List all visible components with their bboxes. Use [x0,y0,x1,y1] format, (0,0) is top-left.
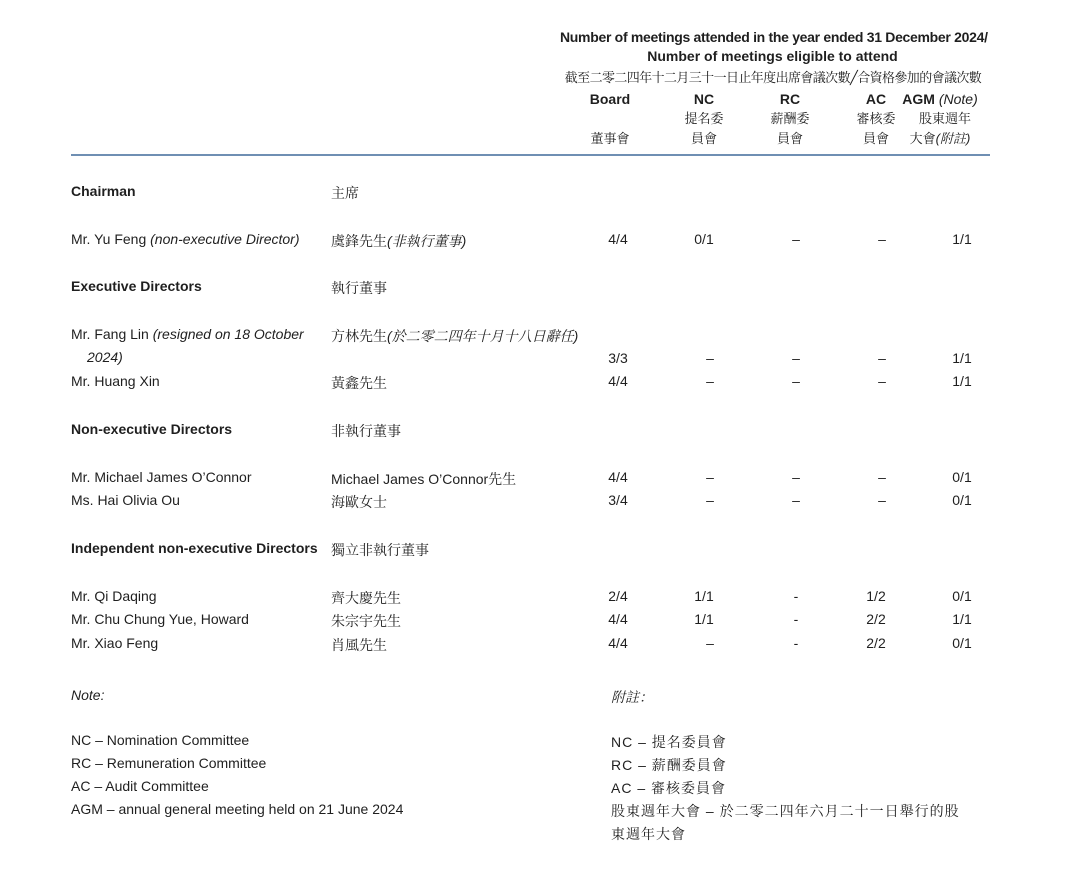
director-name-cn: Michael James O’Connor先生 [331,471,517,487]
value-board: 4/4 [608,635,628,651]
col-agm-label: AGM [902,91,935,107]
director-role-note: (non-executive Director) [150,231,300,247]
value-agm: 1/1 [952,231,972,247]
note-label-cn-text: 附註： [611,689,653,705]
director-name [71,231,300,247]
value-board: 4/4 [608,469,628,485]
director-name-cn-text: 虞鋒先生 [331,233,387,249]
col-agm-note: (Note) [938,91,978,107]
note-cn-item: RC – 薪酬委員會 [611,757,727,773]
value-rc: - [793,588,799,604]
director-name-cn: 朱宗宇先生 [331,613,401,629]
value-agm: 1/1 [952,373,972,389]
value-board: 4/4 [608,373,628,389]
director-name-cn [331,231,466,251]
value-rc: – [792,350,800,366]
note-cn-item: 東週年大會 [611,826,686,842]
director-name: Mr. Chu Chung Yue, Howard [71,611,249,627]
value-ac: – [878,350,886,366]
director-name-text: Mr. Yu Feng [71,231,147,247]
value-rc: - [793,635,799,651]
value-ac: 2/2 [866,611,886,627]
director-name: Mr. Michael James O’Connor [71,469,252,485]
value-board: 3/3 [608,350,628,366]
value-rc: – [792,469,800,485]
note-en-item: AC – Audit Committee [71,778,209,794]
col-agm-cn1: 股東週年 [918,111,971,126]
value-nc: 1/1 [694,588,714,604]
director-name-cn [331,326,578,346]
director-role-note-cn: (於二零二四年十月十八日辭任) [387,328,579,344]
col-rc-cn1: 薪酬委 [770,111,810,126]
col-board-cn: 董事會 [590,131,630,146]
section-non-executive-cn: 非執行董事 [331,423,401,439]
director-name: Ms. Hai Olivia Ou [71,492,180,508]
section-executive-cn: 執行董事 [331,280,387,296]
value-board: 2/4 [608,588,628,604]
note-en-item: NC – Nomination Committee [71,732,250,748]
value-agm: 0/1 [952,588,972,604]
value-nc: – [706,469,714,485]
director-role-note: (resigned on 18 October [152,326,304,342]
director-name-cn: 肖風先生 [331,637,387,653]
col-ac-cn1: 審核委 [856,111,896,126]
value-nc: – [706,373,714,389]
section-executive-en: Executive Directors [71,278,202,294]
value-agm: 0/1 [952,635,972,651]
note-label-cn [611,686,653,709]
header-title-line2: Number of meetings eligible to attend [647,48,898,64]
note-cn-item: 股東週年大會 – 於二零二四年六月二十一日舉行的股 [611,803,960,819]
value-nc: – [706,492,714,508]
col-ac-en: AC [865,91,887,107]
director-name-cn: 海歐女士 [331,494,387,510]
value-agm: 1/1 [952,350,972,366]
section-chairman-en: Chairman [71,183,136,199]
value-agm: 0/1 [952,492,972,508]
value-ac: – [878,231,886,247]
col-agm-en [900,91,980,107]
col-rc-cn2: 員會 [776,131,803,146]
col-agm-cn2-label: 大會 [909,131,936,146]
director-name: Mr. Xiao Feng [71,635,159,651]
note-cn-item: NC – 提名委員會 [611,734,727,750]
col-nc-en: NC [693,91,715,107]
director-role-note-cn: (非執行董事) [387,233,467,249]
col-rc-en: RC [779,91,801,107]
header-title-line1: Number of meetings attended in the year ended 31 December 2024/ [560,29,988,45]
value-nc: – [706,635,714,651]
col-board-en: Board [589,91,631,107]
section-chairman-cn: 主席 [331,185,359,201]
note-en-item: RC – Remuneration Committee [71,755,267,771]
value-agm: 1/1 [952,611,972,627]
header-rule [71,154,990,156]
value-ac: – [878,373,886,389]
director-name: Mr. Qi Daqing [71,588,157,604]
director-role-note-line2: 2024) [87,349,123,365]
value-ac: – [878,469,886,485]
value-rc: – [792,373,800,389]
value-agm: 0/1 [952,469,972,485]
value-rc: - [793,611,799,627]
director-role-note-continued [87,349,123,365]
value-board: 4/4 [608,231,628,247]
note-label-en-text: Note: [71,687,105,703]
section-independent-cn: 獨立非執行董事 [331,542,429,558]
col-ac-cn2: 員會 [862,131,889,146]
director-name-cn: 齊大慶先生 [331,590,401,606]
value-ac: 1/2 [866,588,886,604]
note-en-item: AGM – annual general meeting held on 21 June 2024 [71,801,404,817]
col-agm-cn2 [900,131,980,147]
director-name-cn-text: 方林先生 [331,328,387,344]
section-independent-en: Independent non-executive Directors [71,540,318,556]
section-non-executive-en: Non-executive Directors [71,421,233,437]
value-nc: – [706,350,714,366]
value-board: 3/4 [608,492,628,508]
value-nc: 1/1 [694,611,714,627]
value-board: 4/4 [608,611,628,627]
value-nc: 0/1 [694,231,714,247]
value-ac: – [878,492,886,508]
director-name: Mr. Huang Xin [71,373,160,389]
header-title-cn: 截至二零二四年十二月三十一日止年度出席會議次數╱合資格參加的會議次數 [564,70,982,85]
note-label-en [71,684,104,707]
col-agm-cn2-note: (附註) [935,131,971,146]
director-name-cn: 黃鑫先生 [331,375,387,391]
director-name [71,326,304,342]
director-name-text: Mr. Fang Lin [71,326,149,342]
col-nc-cn2: 員會 [690,131,717,146]
value-ac: 2/2 [866,635,886,651]
note-cn-item: AC – 審核委員會 [611,780,727,796]
value-rc: – [792,492,800,508]
col-nc-cn1: 提名委 [684,111,724,126]
value-rc: – [792,231,800,247]
